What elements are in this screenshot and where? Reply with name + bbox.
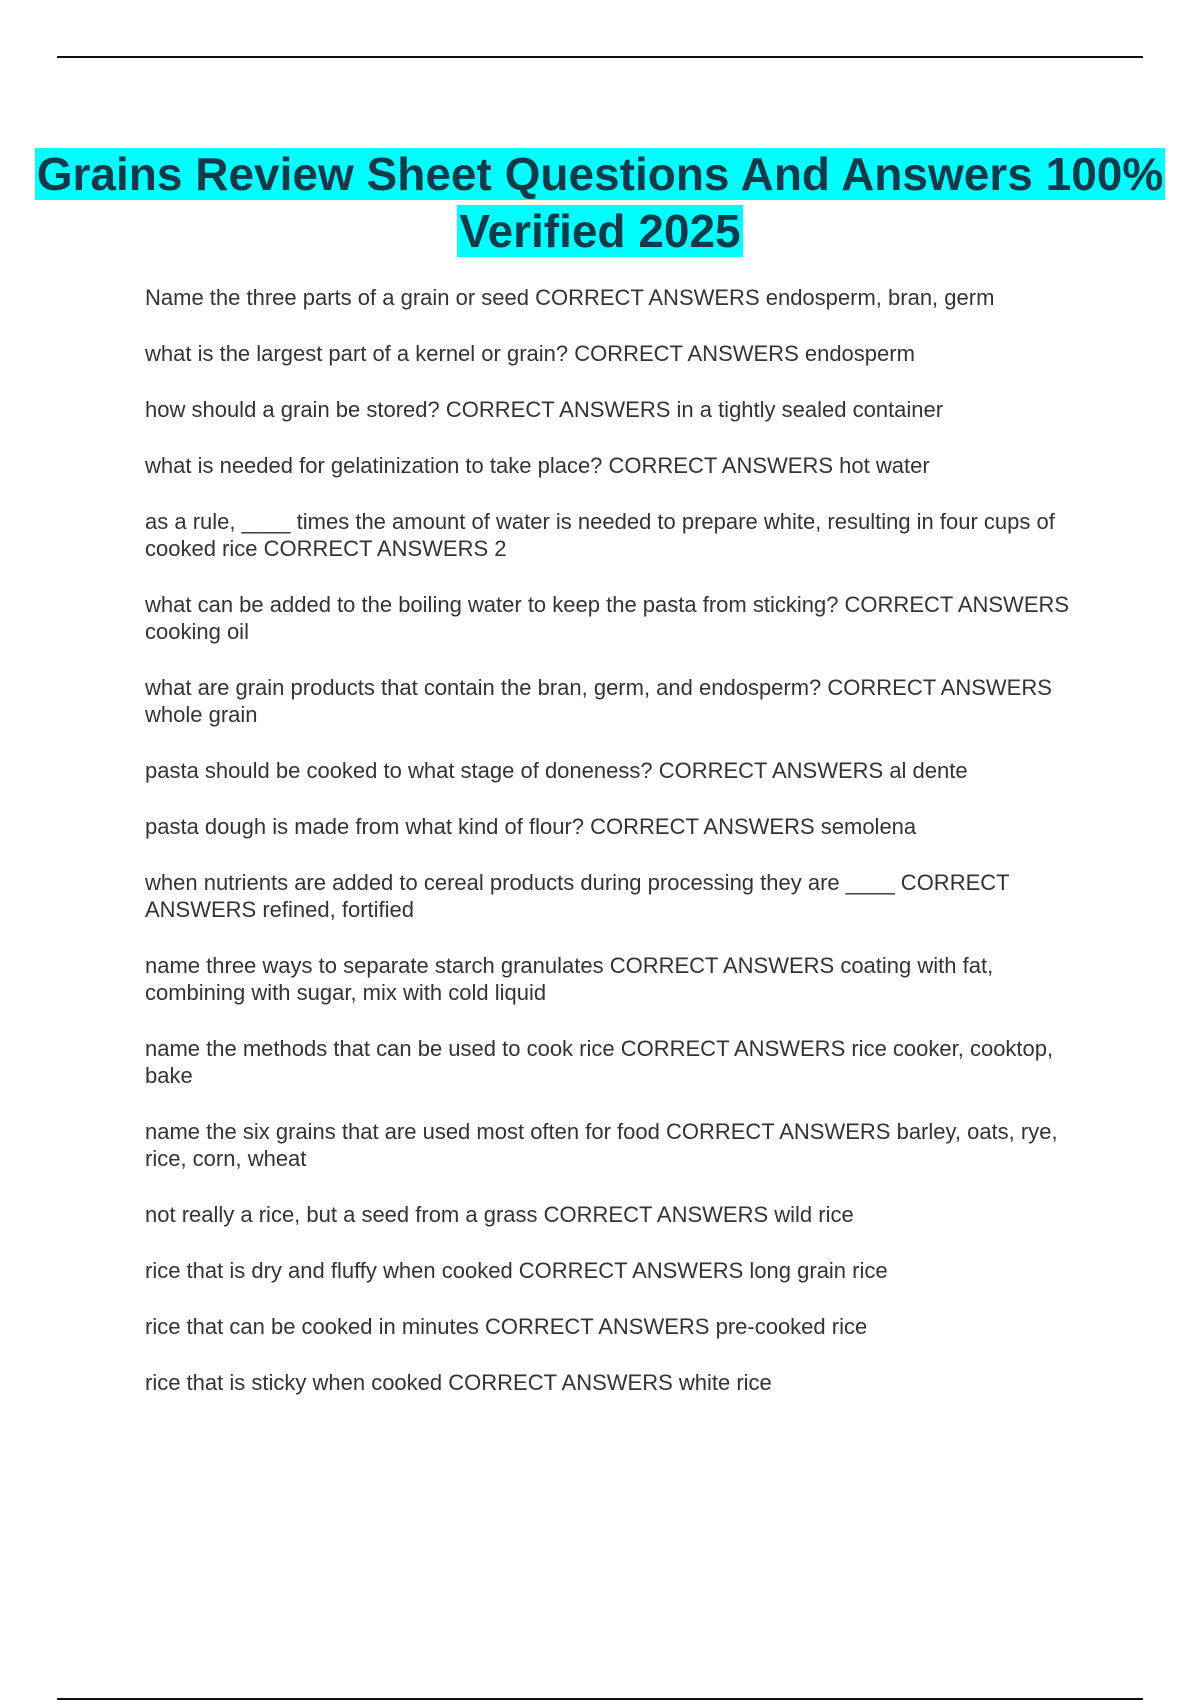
qa-item: pasta should be cooked to what stage of doneness? CORRECT ANSWERS al dente [145,758,968,783]
qa-item: name the methods that can be used to cook rice CORRECT ANSWERS rice cooker, cooktop, bake [145,1036,1054,1088]
qa-item: rice that is dry and fluffy when cooked CORRECT ANSWERS long grain rice [145,1258,888,1283]
qa-item: when nutrients are added to cereal products during processing they are ____ CORRECT ANSWERS refined, fortified [145,870,1010,922]
title-block [0,146,1200,260]
qa-item: Name the three parts of a grain or seed CORRECT ANSWERS endosperm, bran, germ [145,285,995,310]
qa-item: what is the largest part of a kernel or grain? CORRECT ANSWERS endosperm [145,341,915,366]
qa-item: rice that can be cooked in minutes CORRECT ANSWERS pre-cooked rice [145,1314,868,1339]
qa-item: what are grain products that contain the bran, germ, and endosperm? CORRECT ANSWERS whole grain [145,675,1052,727]
header-rule [57,56,1143,58]
qa-item: name the six grains that are used most often for food CORRECT ANSWERS barley, oats, rye, rice, corn, wheat [145,1119,1058,1171]
qa-item: rice that is sticky when cooked CORRECT ANSWERS white rice [145,1370,772,1395]
qa-item: name three ways to separate starch granulates CORRECT ANSWERS coating with fat, combining with sugar, mix with cold liquid [145,953,994,1005]
qa-item: what is needed for gelatinization to take place? CORRECT ANSWERS hot water [145,453,930,478]
page-title: Grains Review Sheet Questions And Answers 100% Verified 2025 [36,148,1164,257]
qa-item: what can be added to the boiling water to keep the pasta from sticking? CORRECT ANSWERS cooking oil [145,592,1070,644]
qa-list [145,284,1090,1425]
qa-item: as a rule, ____ times the amount of water is needed to prepare white, resulting in four cups of cooked rice CORRECT ANSWERS 2 [145,509,1055,561]
qa-item: not really a rice, but a seed from a grass CORRECT ANSWERS wild rice [145,1202,854,1227]
qa-item: pasta dough is made from what kind of flour? CORRECT ANSWERS semolena [145,814,917,839]
qa-item: how should a grain be stored? CORRECT ANSWERS in a tightly sealed container [145,397,944,422]
